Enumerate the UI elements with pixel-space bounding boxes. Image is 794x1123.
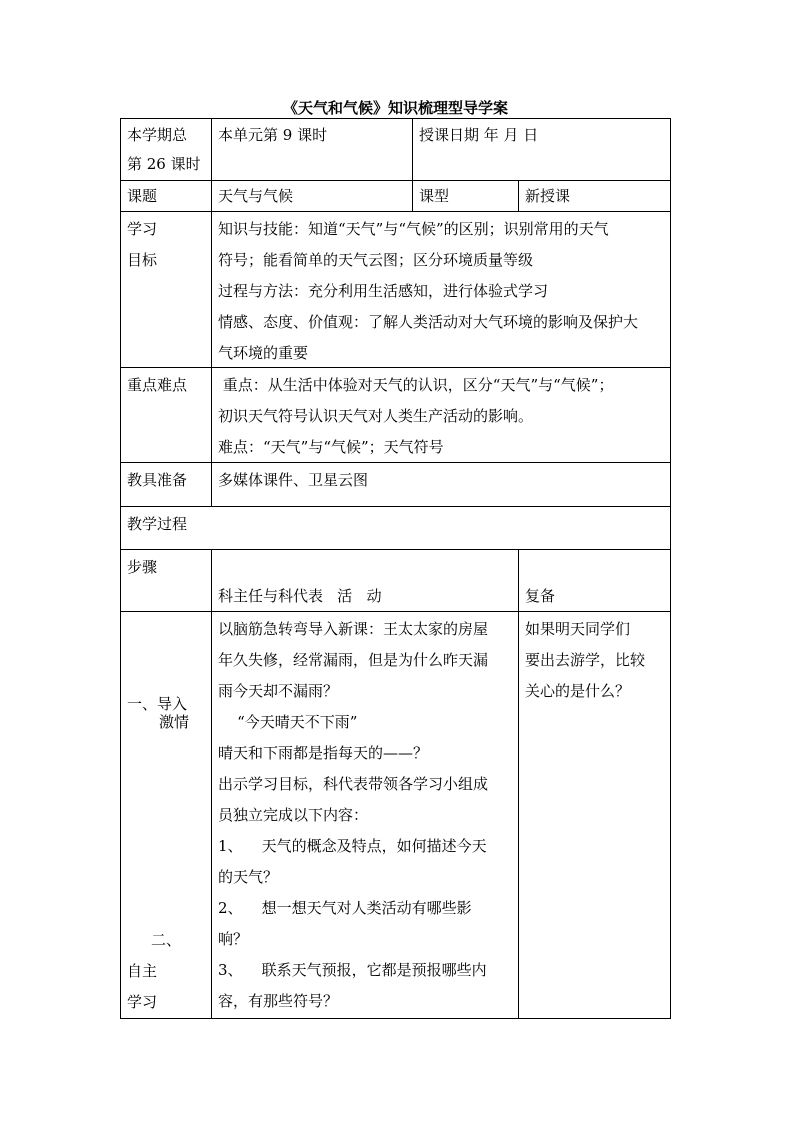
materials-cell [211, 462, 671, 507]
topic-cell [211, 180, 413, 212]
activity-line: 1、 天气的概念及特点，如何描述今天 [218, 837, 487, 855]
activity-line: 年久失修，经常漏雨，但是为什么昨天漏 [218, 651, 489, 669]
objectives-label-1: 学习 [127, 220, 158, 238]
objective-line: 气环境的重要 [218, 344, 309, 362]
unit-lesson-cell [211, 118, 413, 181]
keypoint-line: 难点：“天气”与“气候”；天气符号 [218, 438, 444, 456]
process-label: 教学过程 [127, 515, 188, 533]
objective-line: 过程与方法：充分利用生活感知，进行体验式学习 [218, 282, 549, 300]
activity-header-cell [211, 549, 519, 612]
type-cell [518, 180, 671, 212]
term-line-2: 第 26 课时 [127, 155, 201, 173]
activity-line: 员独立完成以下内容： [218, 806, 369, 824]
type-label-cell [412, 180, 519, 212]
activity-line: 容，有那些符号？ [218, 992, 339, 1010]
objectives-cell [211, 211, 671, 368]
materials-label: 教具准备 [127, 471, 188, 489]
keypoints-cell [211, 367, 671, 463]
review-cell [518, 611, 671, 1019]
teaching-date: 授课日期 年 月 日 [419, 126, 539, 144]
review-header: 复备 [525, 587, 556, 605]
step-labels-cell [120, 611, 212, 1019]
activity-line: 2、 想一想天气对人类活动有哪些影 [218, 899, 472, 917]
section2-label-3: 学习 [127, 993, 158, 1011]
process-cell [120, 506, 671, 550]
objective-line: 符号；能看简单的天气云图；区分环境质量等级 [218, 251, 534, 269]
section1-label-1: 一、导入 [127, 695, 188, 713]
steps-label-cell [120, 549, 212, 612]
activity-line: 晴天和下雨都是指每天的——？ [218, 744, 429, 762]
steps-label: 步骤 [127, 558, 158, 576]
topic-value: 天气与气候 [218, 187, 294, 205]
document-title: 《天气和气候》知识梳理型导学案 [282, 99, 508, 117]
unit-lesson: 本单元第 9 课时 [218, 126, 328, 144]
section2-label-1: 二、 [151, 931, 182, 949]
materials-value: 多媒体课件、卫星云图 [218, 471, 369, 489]
keypoints-label: 重点难点 [127, 376, 188, 394]
keypoint-line: 初识天气符号认识天气对人类生产活动的影响。 [218, 407, 534, 425]
activity-header: 科主任与科代表 活 动 [218, 587, 382, 605]
activity-line: 出示学习目标，科代表带领各学习小组成 [218, 775, 489, 793]
activity-line: 的天气？ [218, 868, 279, 886]
review-line: 关心的是什么？ [525, 682, 631, 700]
review-line: 要出去游学，比较 [525, 651, 646, 669]
type-value: 新授课 [525, 187, 571, 205]
review-line: 如果明天同学们 [525, 620, 631, 638]
activity-line: 响？ [218, 930, 249, 948]
activity-line: “今天晴天不下雨” [218, 713, 358, 731]
type-label: 课型 [419, 187, 450, 205]
section1-label-2: 激情 [159, 713, 190, 731]
materials-label-cell [120, 462, 212, 507]
objective-line: 情感、态度、价值观：了解人类活动对大气环境的影响及保护大 [218, 313, 639, 331]
keypoint-line: 重点：从生活中体验对天气的认识，区分“天气”与“气候”； [218, 376, 614, 394]
activity-line: 以脑筋急转弯导入新课：王太太家的房屋 [218, 620, 489, 638]
activity-line: 雨今天却不漏雨？ [218, 682, 339, 700]
term-lesson-cell [120, 118, 212, 181]
topic-label: 课题 [127, 187, 158, 205]
activity-line: 3、 联系天气预报，它都是预报哪些内 [218, 961, 487, 979]
section2-label-2: 自主 [127, 962, 158, 980]
topic-label-cell [120, 180, 212, 212]
term-line-1: 本学期总 [127, 126, 188, 144]
objective-line: 知识与技能：知道“天气”与“气候”的区别；识别常用的天气 [218, 220, 609, 238]
review-header-cell [518, 549, 671, 612]
objectives-label-cell [120, 211, 212, 368]
teaching-date-cell [412, 118, 671, 181]
activity-cell [211, 611, 519, 1019]
keypoints-label-cell [120, 367, 212, 463]
objectives-label-2: 目标 [127, 251, 158, 269]
